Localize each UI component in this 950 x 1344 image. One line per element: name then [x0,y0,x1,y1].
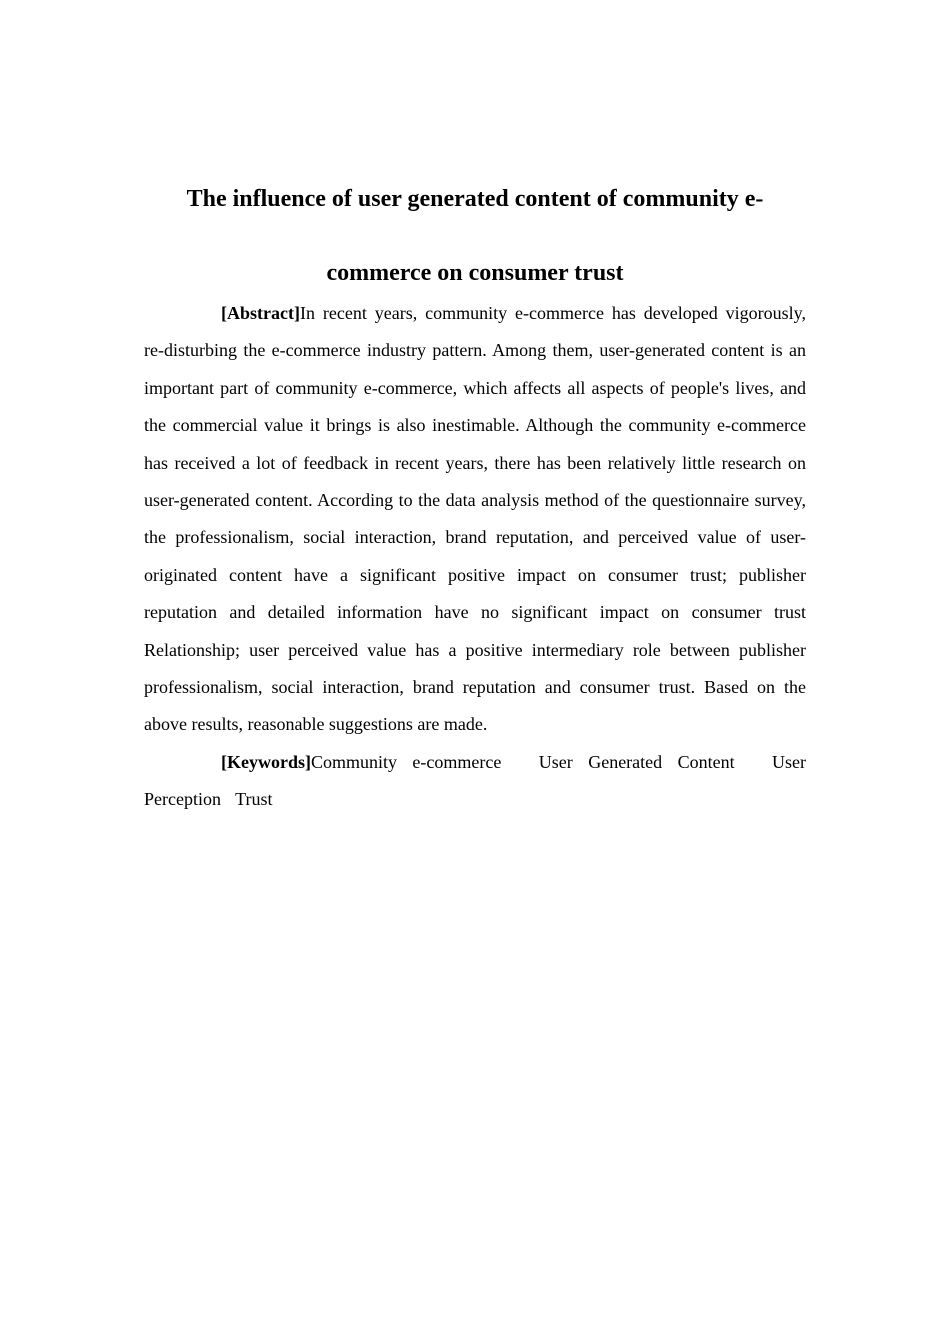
paper-body [144,295,806,819]
title-line-1: The influence of user generated content of community e- [186,186,764,212]
keywords-label: [Keywords] [221,751,311,772]
paper-title [144,162,806,310]
abstract-paragraph [144,295,806,744]
keyword-item: User Generated Content [538,751,735,772]
keyword-item: Trust [235,789,273,810]
keywords-paragraph [144,744,806,819]
keyword-item: Community e-commerce [310,751,502,772]
title-line-2: commerce on consumer trust [326,260,624,286]
keyword-item: User Perception [144,751,807,810]
abstract-text: In recent years, community e-commerce has developed vigorously, re-disturbing the e-commerce industry pattern. Among them, user-generated content is an important part of community e-commerce, which affects all aspects of people's lives, and the commercial value it brings is also inestimable. Although the community e-commerce has received a lot of feedback in recent years, there has been relatively little research on user-generated content. According to the data analysis method of the questionnaire survey, the professionalism, social interaction, brand reputation, and perceived value of user-originated content have a significant positive impact on consumer trust; publisher reputation and detailed information have no significant impact on consumer trust Relationship; user perceived value has a positive intermediary role between publisher professionalism, social interaction, brand reputation and consumer trust. Based on the above results, reasonable suggestions are made. [144,303,806,735]
abstract-label: [Abstract] [221,303,300,323]
